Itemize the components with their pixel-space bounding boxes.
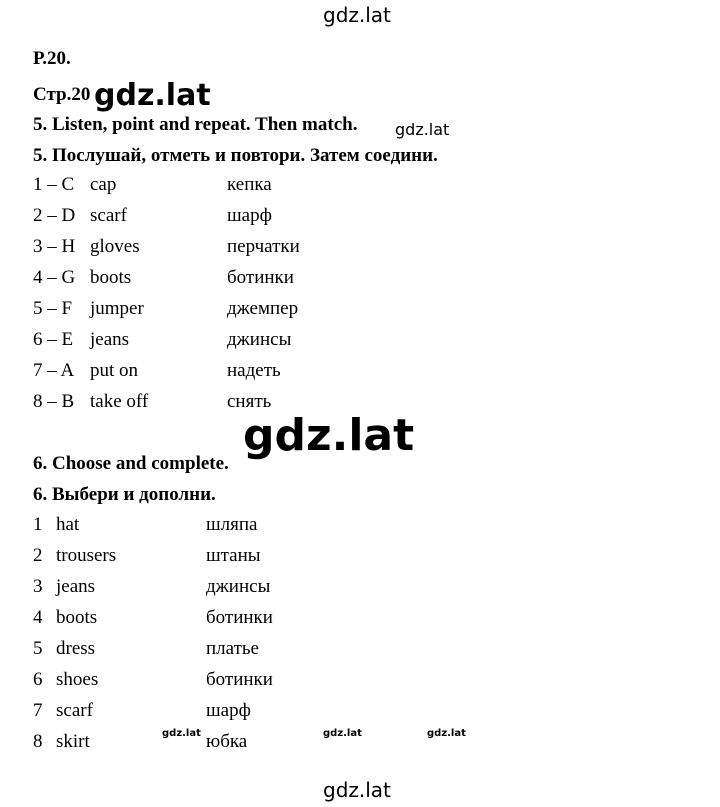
- exercise-5-title-en: 5. Listen, point and repeat. Then match.: [33, 114, 358, 135]
- page-number: Стр.20: [33, 84, 91, 105]
- list-item-num: 7: [33, 700, 43, 721]
- exercise-6-title-ru: 6. Выбери и дополни.: [33, 484, 216, 505]
- list-item-en: hat: [56, 514, 80, 535]
- list-item-ru: юбка: [206, 731, 248, 752]
- list-item-num: 1: [33, 514, 43, 535]
- list-item-num: 2: [33, 545, 43, 566]
- watermark-small-2: gdz.lat: [323, 728, 362, 739]
- list-item-en: jeans: [90, 329, 130, 350]
- list-item-ru: ботинки: [206, 607, 273, 628]
- list-item-ru: шляпа: [206, 514, 258, 535]
- list-item-num: 5: [33, 638, 43, 659]
- watermark-small-3: gdz.lat: [427, 728, 466, 739]
- list-item-ru: шарф: [227, 205, 272, 226]
- list-item-num: 8: [33, 731, 43, 752]
- list-item-num: 6: [33, 669, 43, 690]
- exercise-6-title-en: 6. Choose and complete.: [33, 453, 229, 474]
- list-item-ru: шарф: [206, 700, 251, 721]
- list-item-en: boots: [90, 267, 132, 288]
- list-item-en: put on: [90, 360, 139, 381]
- exercise-5-title-ru: 5. Послушай, отметь и повтори. Затем соедини.: [33, 145, 438, 166]
- watermark-large: gdz.lat: [243, 410, 415, 461]
- list-item-en: shoes: [56, 669, 99, 690]
- list-item-en: jumper: [90, 298, 144, 319]
- list-item-num: 4: [33, 607, 43, 628]
- list-item-ru: снять: [227, 391, 272, 412]
- list-item-en: scarf: [90, 205, 127, 226]
- watermark-mid: gdz.lat: [395, 120, 450, 139]
- list-item-num: 7 – A: [33, 360, 75, 381]
- list-item-en: trousers: [56, 545, 117, 566]
- list-item-ru: джинсы: [206, 576, 271, 597]
- list-item-ru: надеть: [227, 360, 281, 381]
- watermark-header: gdz.lat: [94, 78, 211, 113]
- list-item-num: 2 – D: [33, 205, 76, 226]
- list-item-num: 1 – C: [33, 174, 75, 195]
- list-item-ru: ботинки: [206, 669, 273, 690]
- list-item-num: 3 – H: [33, 236, 76, 257]
- list-item-num: 8 – B: [33, 391, 75, 412]
- list-item-num: 6 – E: [33, 329, 74, 350]
- list-item-ru: джинсы: [227, 329, 292, 350]
- list-item-en: take off: [90, 391, 149, 412]
- list-item-en: jeans: [56, 576, 96, 597]
- list-item-num: 5 – F: [33, 298, 73, 319]
- list-item-ru: штаны: [206, 545, 261, 566]
- list-item-en: gloves: [90, 236, 140, 257]
- list-item-num: 3: [33, 576, 43, 597]
- list-item-en: skirt: [56, 731, 90, 752]
- list-item-num: 4 – G: [33, 267, 76, 288]
- watermark-bottom: gdz.lat: [323, 778, 391, 802]
- list-item-en: boots: [56, 607, 98, 628]
- list-item-ru: платье: [206, 638, 259, 659]
- list-item-en: scarf: [56, 700, 93, 721]
- list-item-ru: джемпер: [227, 298, 299, 319]
- watermark-small-1: gdz.lat: [162, 728, 201, 739]
- list-item-ru: перчатки: [227, 236, 300, 257]
- list-item-ru: кепка: [227, 174, 272, 195]
- list-item-en: cap: [90, 174, 117, 195]
- list-item-ru: ботинки: [227, 267, 294, 288]
- list-item-en: dress: [56, 638, 96, 659]
- page-label: Р.20.: [33, 48, 71, 69]
- watermark-top: gdz.lat: [323, 3, 391, 27]
